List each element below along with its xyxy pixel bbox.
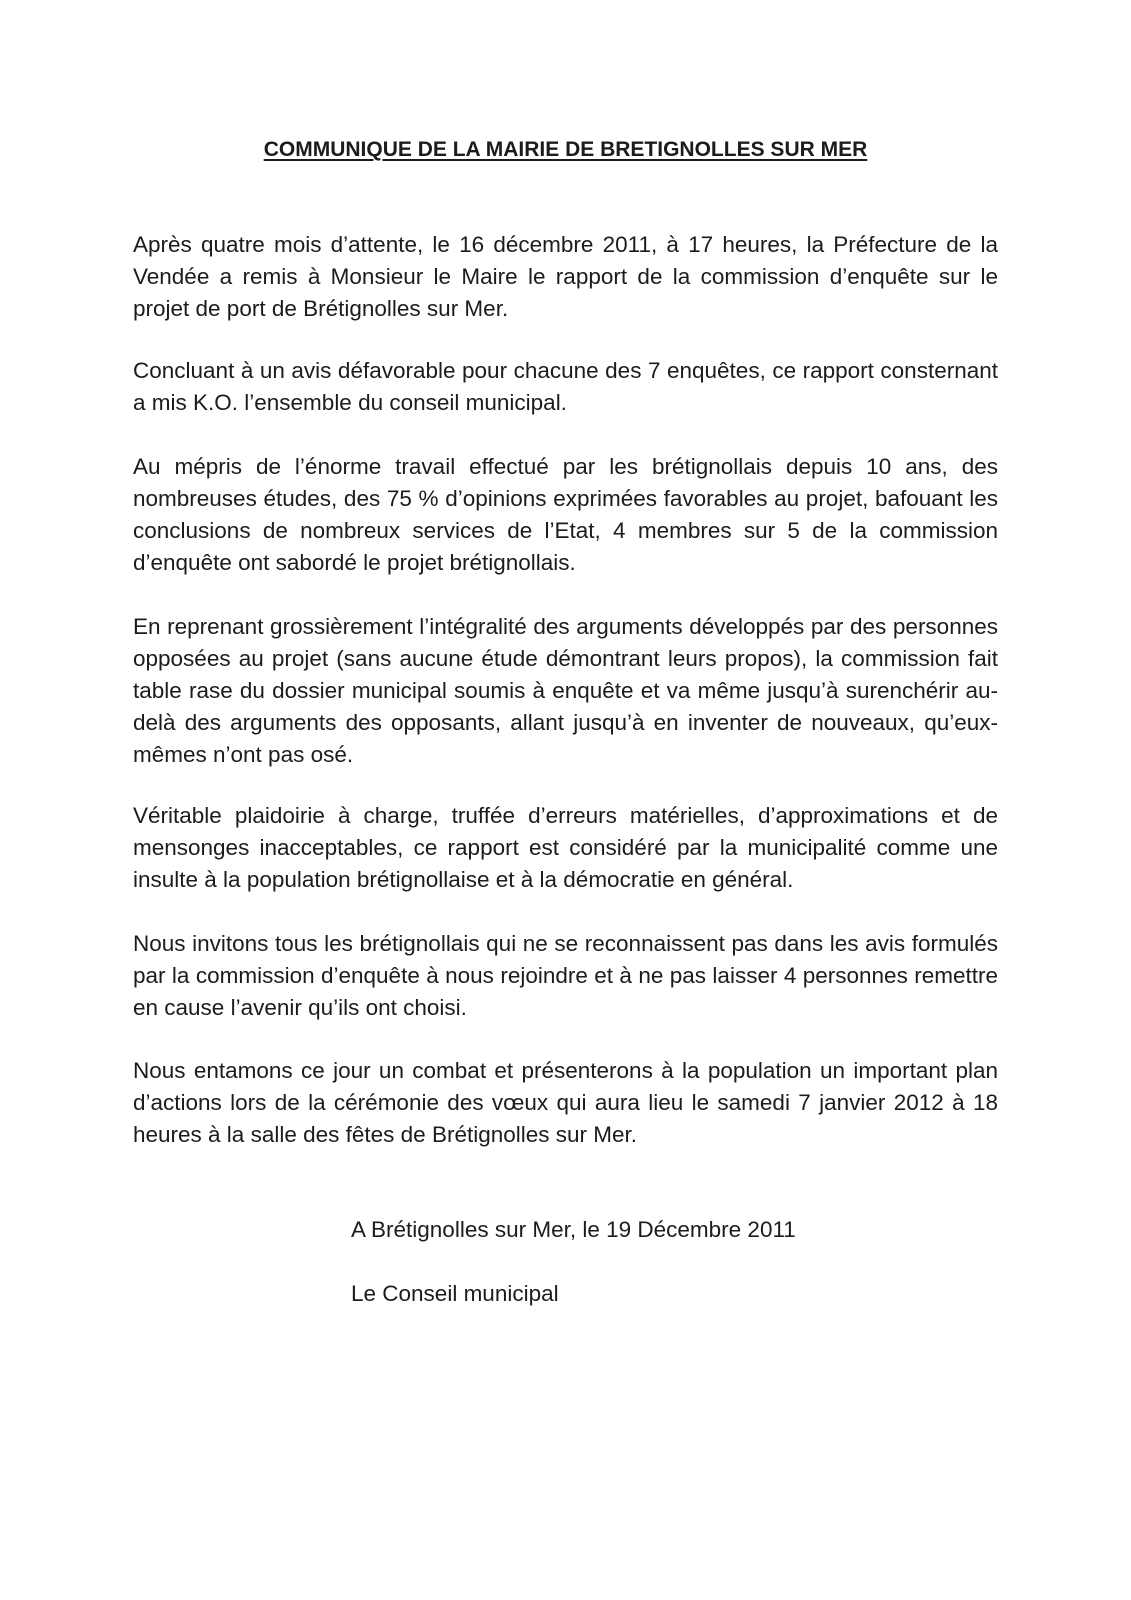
- signature: Le Conseil municipal: [351, 1281, 559, 1306]
- paragraph-3: Au mépris de l’énorme travail effectué par les brétignollais depuis 10 ans, des nombreuses études, des 75 % d’opinions exprimées favorables au projet, bafouant les conclusions de nombreux services de l’Etat, 4 membres sur 5 de la commission d’enquête ont sabordé le projet brétignollais.: [133, 454, 998, 575]
- place-date: A Brétignolles sur Mer, le 19 Décembre 2011: [351, 1217, 796, 1242]
- paragraph-2: Concluant à un avis défavorable pour chacune des 7 enquêtes, ce rapport consternant a mis K.O. l’ensemble du conseil municipal.: [133, 358, 998, 415]
- paragraph-4: En reprenant grossièrement l’intégralité des arguments développés par des personnes opposées au projet (sans aucune étude démontrant leurs propos), la commission fait table rase du dossier municipal soumis à enquête et va même jusqu’à surenchérir au-delà des arguments des opposants, allant jusqu’à en inventer de nouveaux, qu’eux-mêmes n’ont pas osé.: [133, 614, 998, 767]
- document-title: COMMUNIQUE DE LA MAIRIE DE BRETIGNOLLES SUR MER: [263, 138, 868, 161]
- paragraph-5: Véritable plaidoirie à charge, truffée d’erreurs matérielles, d’approximations et de mensonges inacceptables, ce rapport est considéré par la municipalité comme une insulte à la population brétignollaise et à la démocratie en général.: [133, 803, 998, 892]
- paragraph-1: Après quatre mois d’attente, le 16 décembre 2011, à 17 heures, la Préfecture de la Vendée a remis à Monsieur le Maire le rapport de la commission d’enquête sur le projet de port de Brétignolles sur Mer.: [133, 232, 998, 321]
- paragraph-6: Nous invitons tous les brétignollais qui ne se reconnaissent pas dans les avis formulés par la commission d’enquête à nous rejoindre et à ne pas laisser 4 personnes remettre en cause l’avenir qu’ils ont choisi.: [133, 931, 998, 1020]
- paragraph-7: Nous entamons ce jour un combat et présenterons à la population un important plan d’actions lors de la cérémonie des vœux qui aura lieu le samedi 7 janvier 2012 à 18 heures à la salle des fêtes de Brétignolles sur Mer.: [133, 1058, 998, 1147]
